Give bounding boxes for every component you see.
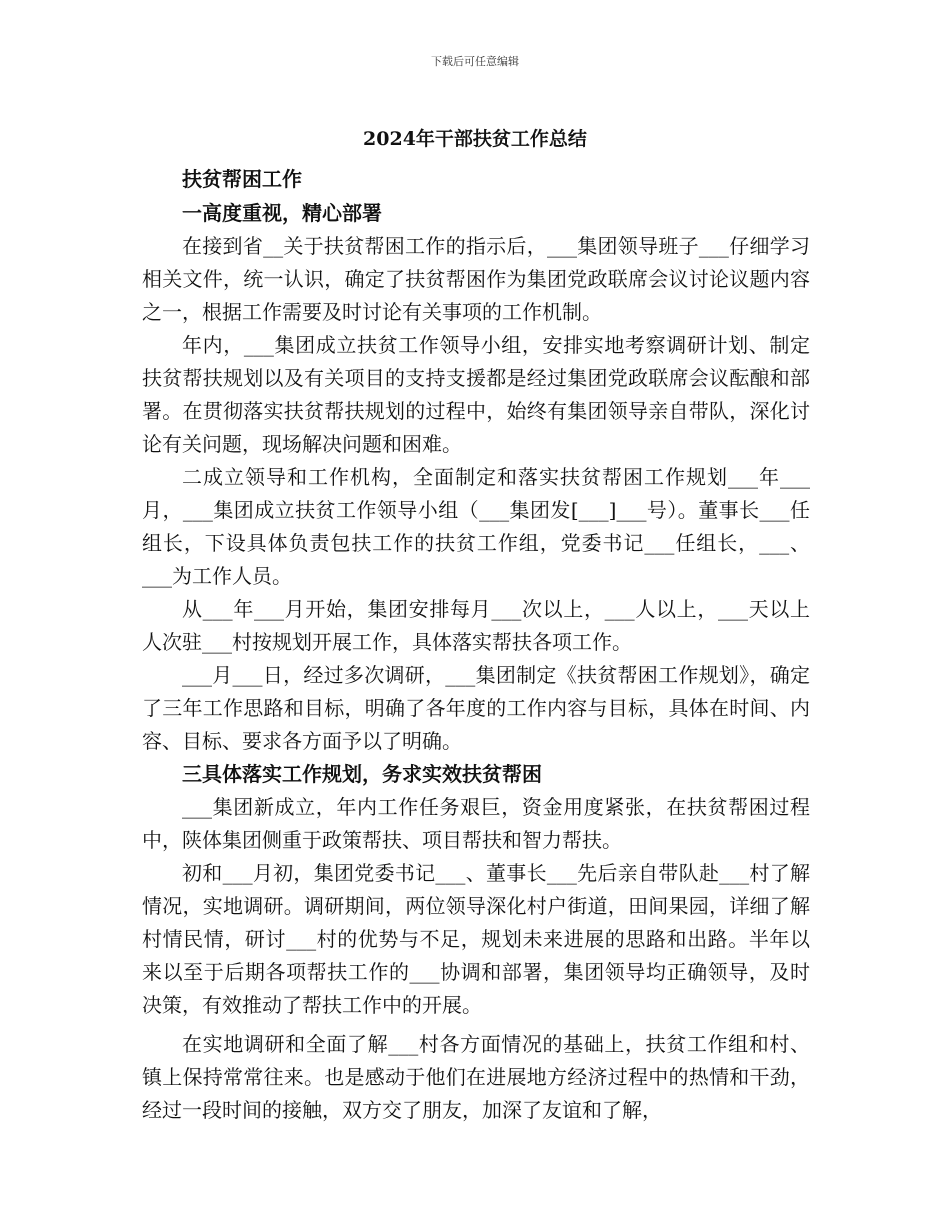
paragraph-a-3: 二成立领导和工作机构，全面制定和落实扶贫帮困工作规划___年___月，___集团成立扶贫工作领导小组（___集团发[___]___号）。董事长___任组长，下设具体负责包扶工作的扶贫工作组，党委书记___任组长，___、___为工作人员。 [142, 465, 810, 588]
page-header-note: 下载后可任意编辑 [431, 55, 519, 68]
paragraph-a-4: 从___年___月开始，集团安排每月___次以上，___人以上，___天以上人次驻___村按规划开展工作，具体落实帮扶各项工作。 [142, 597, 810, 654]
paragraph-b-2: 初和___月初，集团党委书记___、董事长___先后亲自带队赴___村了解情况，实地调研。调研期间，两位领导深化村户街道，田间果园，详细了解村情民情，研讨___村的优势与不足，规划未来进展的思路和出路。半年以来以至于后期各项帮扶工作的___协调和部署，集团领导均正确领导，及时决策，有效推动了帮扶工作中的开展。 [142, 861, 810, 1017]
paragraph-a-5: ___月___日，经过多次调研，___集团制定《扶贫帮困工作规划》，确定了三年工作思路和目标，明确了各年度的工作内容与目标，具体在时间、内容、目标、要求各方面予以了明确。 [142, 663, 810, 753]
paragraph-a-1: 在接到省__关于扶贫帮困工作的指示后，___集团领导班子___仔细学习相关文件，统一认识，确定了扶贫帮困作为集团党政联席会议讨论议题内容之一，根据工作需要及时讨论有关事项的工作机制。 [142, 234, 810, 324]
heading-one: 一高度重视，精心部署 [182, 201, 382, 225]
document-title: 2024年干部扶贫工作总结 [363, 128, 587, 150]
section-heading-main: 扶贫帮困工作 [182, 167, 302, 191]
heading-three: 三具体落实工作规划，务求实效扶贫帮困 [182, 762, 542, 786]
paragraph-a-2: 年内，___集团成立扶贫工作领导小组，安排实地考察调研计划、制定扶贫帮扶规划以及有关项目的支持支援都是经过集团党政联席会议酝酿和部署。在贯彻落实扶贫帮扶规划的过程中，始终有集团领导亲自带队，深化讨论有关问题，现场解决问题和困难。 [142, 333, 810, 456]
paragraph-b-3: 在实地调研和全面了解___村各方面情况的基础上，扶贫工作组和村、镇上保持常常往来。也是感动于他们在进展地方经济过程中的热情和干劲，经过一段时间的接触，双方交了朋友，加深了友谊和了解， [142, 1032, 810, 1122]
paragraph-b-1: ___集团新成立，年内工作任务艰巨，资金用度紧张，在扶贫帮困过程中，陕体集团侧重于政策帮扶、项目帮扶和智力帮扶。 [142, 795, 810, 852]
document-body [142, 162, 810, 1127]
